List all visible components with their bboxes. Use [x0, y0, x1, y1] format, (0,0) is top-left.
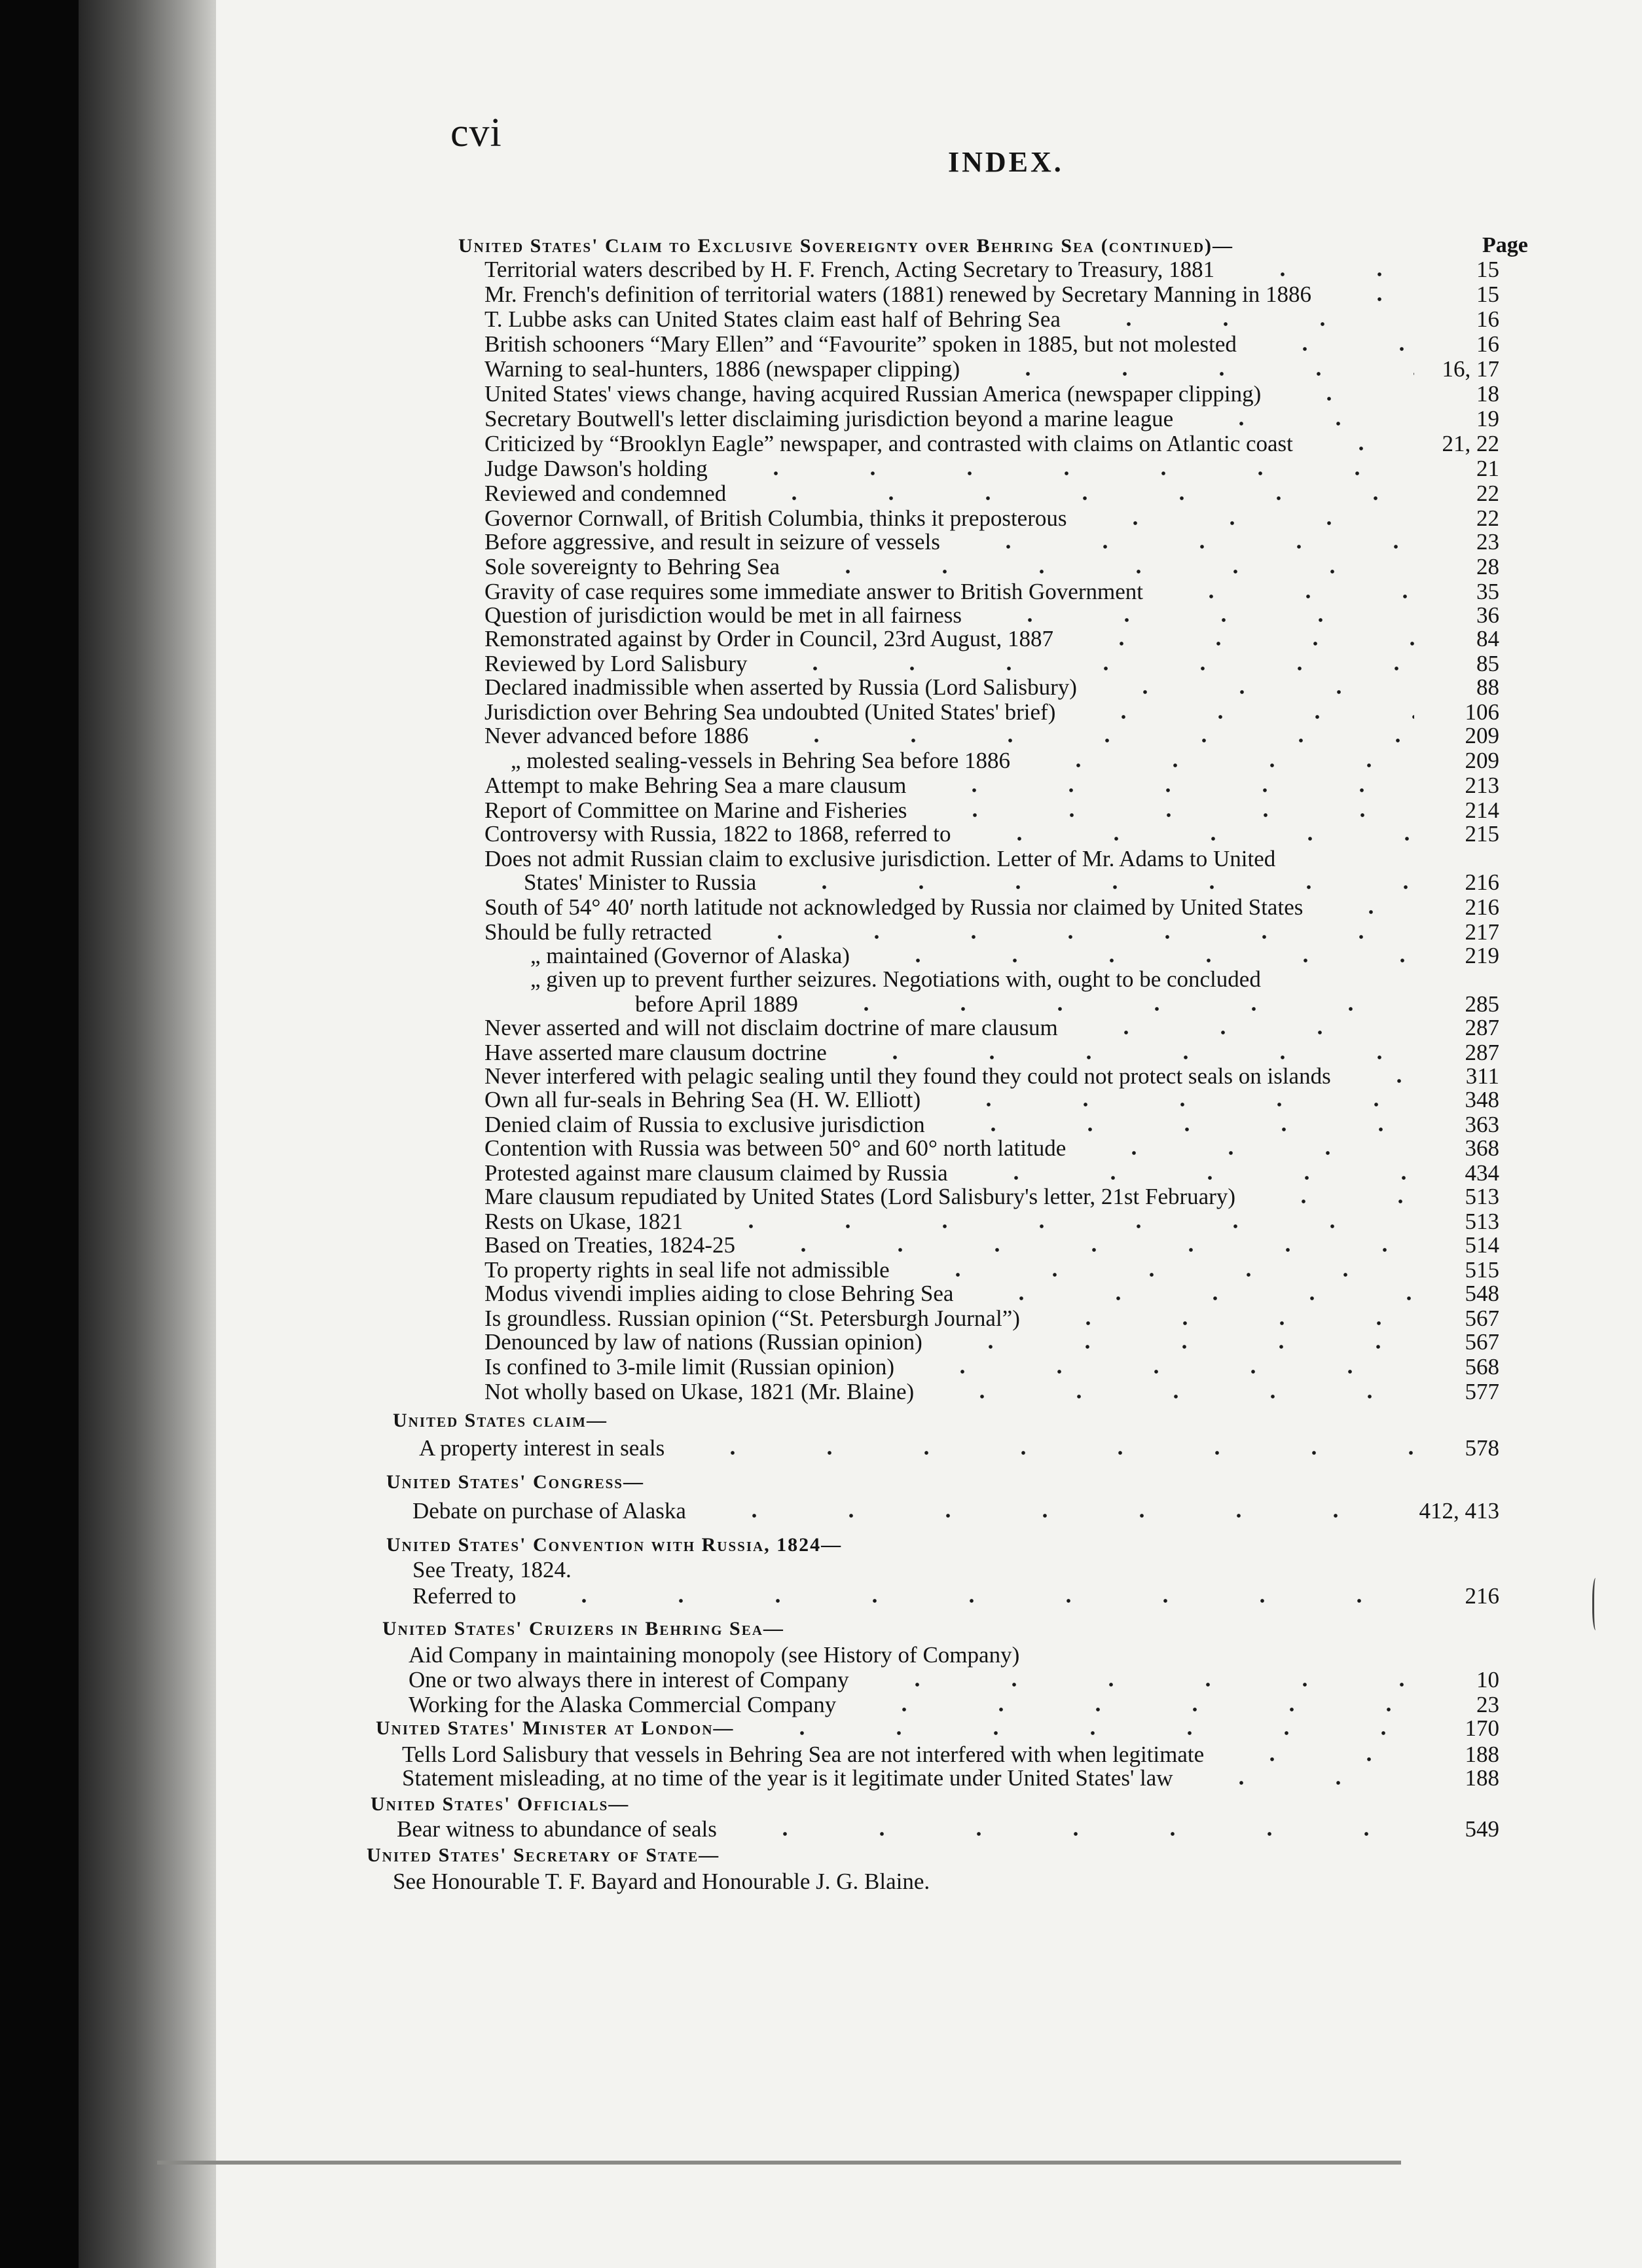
page-reference: 214	[1465, 797, 1499, 823]
entry-text: „ molested sealing-vessels in Behring Sea before 1886	[511, 748, 1010, 773]
leader-dots	[981, 617, 1414, 623]
leader-dots	[684, 1450, 1414, 1456]
leader-dots	[1224, 1756, 1414, 1763]
leader-dots	[926, 812, 1414, 818]
heading-text: United States' Minister at London—	[376, 1717, 735, 1739]
leader-dots	[731, 934, 1414, 940]
entry-text: Jurisdiction over Behring Sea undoubted (United States' brief)	[484, 699, 1056, 725]
page-reference: 515	[1465, 1257, 1499, 1283]
leader-dots	[1193, 420, 1414, 427]
page-reference: 188	[1465, 1742, 1499, 1767]
leader-dots	[1086, 1150, 1414, 1156]
entry-text: Contention with Russia was between 50° and 60° north latitude	[484, 1135, 1067, 1161]
page-reference: 209	[1465, 723, 1499, 748]
book-gutter-shadow	[79, 0, 216, 2268]
page-reference: 311	[1465, 1063, 1499, 1089]
page-reference: 216	[1465, 1583, 1499, 1609]
page-reference: 578	[1465, 1435, 1499, 1461]
leader-dots	[536, 1598, 1414, 1604]
leader-dots	[1075, 714, 1414, 720]
page-reference: 16, 17	[1442, 356, 1499, 382]
heading-text: United States' Officials—	[371, 1793, 630, 1815]
leader-dots	[768, 737, 1414, 744]
page-reference: 513	[1465, 1209, 1499, 1234]
page-reference: 219	[1465, 943, 1499, 968]
heading-text: United States' Claim to Exclusive Sovereignty over Behring Sea (continued)—	[458, 235, 1234, 257]
entry-text: Denied claim of Russia to exclusive jurisdiction	[484, 1112, 925, 1137]
entry-text: Governor Cornwall, of British Columbia, thinks it preposterous	[484, 505, 1067, 531]
page-reference: 363	[1465, 1112, 1499, 1137]
page-reference: 21	[1476, 456, 1499, 481]
leader-dots	[818, 1006, 1414, 1012]
page-folio: cvi	[450, 111, 502, 155]
entry-text: Warning to seal-hunters, 1886 (newspaper clipping)	[484, 356, 960, 382]
page-reference: 514	[1465, 1232, 1499, 1258]
page-reference: 577	[1465, 1379, 1499, 1404]
entry-text: Criticized by “Brooklyn Eagle” newspaper, and contrasted with claims on Atlantic coast	[484, 431, 1293, 456]
leader-dots	[1080, 321, 1414, 327]
entry-text: Denounced by law of nations (Russian opinion)	[484, 1329, 922, 1355]
page-reference: 348	[1465, 1087, 1499, 1112]
leader-dots	[767, 665, 1414, 672]
page-reference: 23	[1476, 529, 1499, 555]
page-reference: 215	[1465, 821, 1499, 847]
page-reference: 88	[1476, 674, 1499, 700]
entry-text: British schooners “Mary Ellen” and “Favourite” spoken in 1885, but not molested	[484, 331, 1237, 357]
page-reference: 28	[1476, 554, 1499, 579]
page-reference: 22	[1476, 505, 1499, 531]
entry-text: Mare clausum repudiated by United States (Lord Salisbury's letter, 21st February)	[484, 1184, 1235, 1209]
leader-dots	[1030, 762, 1414, 769]
page-reference: 35	[1476, 579, 1499, 604]
page-reference: 434	[1465, 1160, 1499, 1186]
leader-dots	[942, 1344, 1414, 1350]
leader-dots	[1256, 346, 1414, 352]
entry-text: Aid Company in maintaining monopoly (see History of Company)	[409, 1642, 1020, 1668]
entry-text: Debate on purchase of Alaska	[412, 1498, 686, 1524]
entry-text: Based on Treaties, 1824-25	[484, 1232, 736, 1258]
entry-text: Bear witness to abundance of seals	[397, 1816, 717, 1842]
leader-dots	[869, 957, 1414, 964]
leader-dots	[1040, 1320, 1414, 1326]
page-reference: 567	[1465, 1306, 1499, 1331]
entry-text: Territorial waters described by H. F. French, Acting Secretary to Treasury, 1881	[484, 257, 1215, 282]
page-reference: 84	[1476, 626, 1499, 651]
leader-dots	[1193, 1780, 1414, 1786]
entry-text: See Honourable T. F. Bayard and Honourable J. G. Blaine.	[393, 1869, 930, 1894]
leader-dots	[869, 1681, 1414, 1688]
entry-text: Does not admit Russian claim to exclusive jurisdiction. Letter of Mr. Adams to United	[484, 846, 1276, 871]
leader-dots	[1163, 593, 1414, 600]
page-reference: 513	[1465, 1184, 1499, 1209]
page-reference: 548	[1465, 1281, 1499, 1306]
leader-dots	[1281, 395, 1414, 402]
page-reference: 368	[1465, 1135, 1499, 1161]
page-reference: 18	[1476, 381, 1499, 407]
page-column-label: Page	[1482, 233, 1528, 257]
entry-text: Declared inadmissible when asserted by Russia (Lord Salisbury)	[484, 674, 1077, 700]
page-reference: 15	[1476, 257, 1499, 282]
leader-dots	[1234, 271, 1414, 278]
entry-text: Rests on Ukase, 1821	[484, 1209, 684, 1234]
entry-text: Not wholly based on Ukase, 1821 (Mr. Blaine)	[484, 1379, 915, 1404]
leader-dots	[746, 495, 1414, 502]
entry-text: T. Lubbe asks can United States claim east half of Behring Sea	[484, 306, 1061, 332]
leader-dots	[702, 1223, 1414, 1230]
entry-text: Gravity of case requires some immediate answer to British Government	[484, 579, 1143, 604]
entry-text: Sole sovereignty to Behring Sea	[484, 554, 780, 579]
page-reference: 287	[1465, 1040, 1499, 1065]
entry-text: See Treaty, 1824.	[412, 1557, 572, 1582]
page-reference: 209	[1465, 748, 1499, 773]
page-edge-mark	[1592, 1578, 1601, 1630]
heading-text: United States' Cruizers in Behring Sea—	[382, 1618, 784, 1639]
page-reference: 287	[1465, 1015, 1499, 1040]
leader-dots	[754, 1730, 1414, 1736]
entry-text: Referred to	[412, 1583, 517, 1609]
leader-dots	[909, 1271, 1414, 1278]
entry-text: Own all fur-seals in Behring Sea (H. W. Elliott)	[484, 1087, 921, 1112]
entry-text: Remonstrated against by Order in Council, 23rd August, 1887	[484, 626, 1054, 651]
page-reference: 217	[1465, 919, 1499, 945]
entry-text: Reviewed by Lord Salisbury	[484, 651, 748, 676]
entry-text: Reviewed and condemned	[484, 481, 727, 506]
leader-dots	[1078, 1029, 1414, 1036]
page-reference: 15	[1476, 282, 1499, 307]
entry-text: Have asserted mare clausum doctrine	[484, 1040, 827, 1065]
leader-dots	[914, 1368, 1414, 1375]
entry-text: Statement misleading, at no time of the year is it legitimate under United States' law	[402, 1765, 1173, 1791]
entry-text: States' Minister to Russia	[524, 869, 757, 895]
entry-text: Attempt to make Behring Sea a mare clausum	[484, 773, 907, 798]
leader-dots	[856, 1706, 1414, 1713]
page-reference: 549	[1465, 1816, 1499, 1842]
leader-dots	[776, 884, 1414, 890]
entry-text: Should be fully retracted	[484, 919, 712, 945]
entry-text: Judge Dawson's holding	[484, 456, 708, 481]
page-title: INDEX.	[948, 146, 1064, 178]
page-reference: 216	[1465, 894, 1499, 920]
page-reference: 21, 22	[1442, 431, 1499, 456]
entry-text: One or two always there in interest of Company	[409, 1667, 849, 1692]
leader-dots	[971, 835, 1414, 842]
leader-dots	[945, 1126, 1414, 1133]
leader-dots	[940, 1101, 1414, 1108]
leader-dots	[1255, 1198, 1414, 1205]
entry-text: Never asserted and will not disclaim doctrine of mare clausum	[484, 1015, 1058, 1040]
entry-text: Tells Lord Salisbury that vessels in Behring Sea are not interfered with when legitimate	[402, 1742, 1205, 1767]
entry-text: Question of jurisdiction would be met in all fairness	[484, 602, 962, 628]
page-reference: 412, 413	[1419, 1498, 1499, 1524]
page-bottom-edge	[157, 2161, 1401, 2165]
page-reference: 36	[1476, 602, 1499, 628]
page-reference: 188	[1465, 1765, 1499, 1791]
leader-dots	[737, 1831, 1414, 1837]
leader-dots	[1087, 520, 1414, 526]
leader-dots	[934, 1393, 1414, 1400]
entry-text: Protested against mare clausum claimed by Russia	[484, 1160, 948, 1186]
entry-text: Never interfered with pelagic sealing until they found they could not protect seals on islands	[484, 1063, 1331, 1089]
entry-text: „ given up to prevent further seizures. Negotiations with, ought to be concluded	[530, 966, 1261, 992]
page-reference: 19	[1476, 406, 1499, 431]
page-reference: 85	[1476, 651, 1499, 676]
leader-dots	[973, 1295, 1414, 1302]
heading-text: United States' Convention with Russia, 1824—	[386, 1534, 843, 1556]
leader-dots	[1097, 689, 1414, 695]
page-reference: 22	[1476, 481, 1499, 506]
page-reference: 23	[1476, 1692, 1499, 1717]
leader-dots	[1313, 445, 1414, 452]
entry-text: Never advanced before 1886	[484, 723, 749, 748]
heading-text: United States' Secretary of State—	[367, 1844, 720, 1866]
page-reference: 216	[1465, 869, 1499, 895]
leader-dots	[926, 787, 1414, 794]
entry-text: before April 1889	[635, 991, 798, 1017]
page-reference: 568	[1465, 1354, 1499, 1380]
leader-dots	[755, 1247, 1414, 1253]
leader-dots	[960, 543, 1414, 550]
leader-dots	[847, 1054, 1414, 1061]
entry-text: Working for the Alaska Commercial Company	[409, 1692, 837, 1717]
entry-text: United States' views change, having acquired Russian America (newspaper clipping)	[484, 381, 1262, 407]
scan-dark-border	[0, 0, 79, 2268]
leader-dots	[706, 1512, 1414, 1519]
page-reference: 16	[1476, 331, 1499, 357]
leader-dots	[979, 371, 1414, 377]
leader-dots	[799, 568, 1414, 575]
leader-dots	[727, 470, 1414, 477]
leader-dots	[1331, 296, 1414, 302]
page-reference: 213	[1465, 773, 1499, 798]
entry-text: Modus vivendi implies aiding to close Behring Sea	[484, 1281, 954, 1306]
entry-text: Mr. French's definition of territorial waters (1881) renewed by Secretary Manning in 1886	[484, 282, 1312, 307]
page-reference: 106	[1465, 699, 1499, 725]
leader-dots	[1073, 640, 1414, 647]
page-reference: 285	[1465, 991, 1499, 1017]
heading-text: United States' Congress—	[386, 1471, 644, 1493]
page-reference: 16	[1476, 306, 1499, 332]
page-reference: 10	[1476, 1667, 1499, 1692]
entry-text: „ maintained (Governor of Alaska)	[530, 943, 850, 968]
leader-dots	[1351, 1078, 1414, 1084]
page-reference: 567	[1465, 1329, 1499, 1355]
leader-dots	[1323, 909, 1414, 915]
entry-text: A property interest in seals	[419, 1435, 665, 1461]
page-reference: 170	[1465, 1715, 1499, 1741]
entry-text: Secretary Boutwell's letter disclaiming jurisdiction beyond a marine league	[484, 406, 1174, 431]
heading-text: United States claim—	[393, 1410, 608, 1431]
entry-text: Before aggressive, and result in seizure of vessels	[484, 529, 940, 555]
entry-text: Report of Committee on Marine and Fisheries	[484, 797, 907, 823]
entry-text: To property rights in seal life not admissible	[484, 1257, 890, 1283]
leader-dots	[968, 1175, 1414, 1181]
entry-text: Is confined to 3-mile limit (Russian opinion)	[484, 1354, 895, 1380]
entry-text: South of 54° 40′ north latitude not acknowledged by Russia nor claimed by United States	[484, 894, 1304, 920]
entry-text: Is groundless. Russian opinion (“St. Petersburgh Journal”)	[484, 1306, 1020, 1331]
entry-text: Controversy with Russia, 1822 to 1868, referred to	[484, 821, 951, 847]
